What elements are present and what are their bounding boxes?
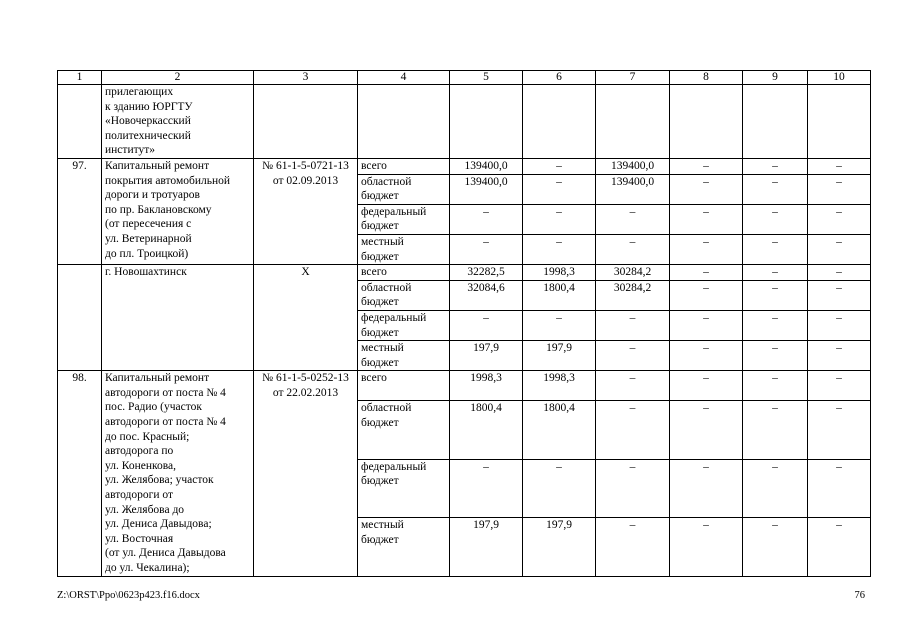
budget-table [57, 70, 871, 577]
name-line: политехнический [105, 129, 191, 142]
amount-cell: – [670, 280, 743, 310]
source-line: всего [361, 159, 387, 172]
amount-cell: – [743, 174, 808, 204]
amount-cell: 197,9 [450, 518, 523, 576]
name-line: к зданию ЮРГТУ [105, 100, 193, 113]
table-cell [523, 85, 596, 159]
table-cell [596, 85, 670, 159]
source-line: бюджет [361, 417, 399, 430]
amount-cell: 197,9 [450, 341, 523, 371]
amount-cell: 1800,4 [523, 401, 596, 459]
amount-cell: – [523, 204, 596, 234]
source-line: местный [361, 342, 404, 355]
table-cell [808, 85, 871, 159]
amount-cell: – [743, 280, 808, 310]
funding-source [358, 401, 450, 459]
name-line: ул. Восточная [105, 532, 174, 545]
amount-cell: – [670, 518, 743, 576]
amount-cell: 197,9 [523, 341, 596, 371]
source-line: бюджет [361, 326, 399, 339]
amount-cell: – [743, 158, 808, 174]
doc-line: от 22.02.2013 [272, 386, 339, 399]
name-line: по пр. Баклановскому [105, 203, 212, 216]
amount-cell: – [450, 204, 523, 234]
document-number [254, 371, 358, 576]
header-row [58, 71, 871, 85]
name-line: «Новочеркасский [105, 115, 191, 128]
amount-cell: – [596, 401, 670, 459]
name-line: (от ул. Дениса Давыдова [105, 547, 226, 560]
funding-source [358, 310, 450, 340]
row-number [58, 265, 102, 371]
amount-cell: – [808, 401, 871, 459]
amount-cell: 1998,3 [523, 371, 596, 401]
amount-cell: – [743, 234, 808, 264]
amount-cell: – [743, 204, 808, 234]
amount-cell: – [743, 459, 808, 517]
amount-cell: – [596, 341, 670, 371]
amount-cell: – [523, 174, 596, 204]
file-path: Z:\ORST\Ppo\0623p423.f16.docx [57, 590, 200, 601]
row-number: 98. [58, 371, 102, 576]
amount-cell: 30284,2 [596, 280, 670, 310]
amount-cell: – [523, 310, 596, 340]
amount-cell: – [596, 518, 670, 576]
table-cell [670, 85, 743, 159]
source-line: бюджет [361, 190, 399, 203]
name-line: до ул. Чекалина); [105, 562, 190, 574]
amount-cell: – [808, 341, 871, 371]
table-row [58, 265, 871, 281]
funding-source [358, 174, 450, 204]
name-line: автодорога по [105, 445, 174, 458]
amount-cell: – [808, 280, 871, 310]
amount-cell: 139400,0 [450, 174, 523, 204]
name-line: автодороги от поста № 4 [105, 386, 226, 399]
row-number [58, 85, 102, 159]
amount-cell: – [596, 234, 670, 264]
row-number: 97. [58, 158, 102, 264]
amount-cell: – [743, 518, 808, 576]
column-number: 7 [596, 71, 670, 85]
funding-source [358, 280, 450, 310]
object-name [102, 85, 254, 159]
amount-cell: – [450, 310, 523, 340]
funding-source [358, 459, 450, 517]
source-line: областной [361, 402, 412, 415]
source-line: федеральный [361, 460, 427, 473]
source-line: бюджет [361, 220, 399, 233]
amount-cell: – [523, 234, 596, 264]
amount-cell: – [670, 174, 743, 204]
amount-cell: 139400,0 [450, 158, 523, 174]
column-number: 1 [58, 71, 102, 85]
doc-line: от 02.09.2013 [272, 174, 339, 187]
source-line: местный [361, 235, 404, 248]
name-line: Капитальный ремонт [105, 159, 210, 172]
column-number: 2 [102, 71, 254, 85]
funding-source [358, 518, 450, 576]
name-line: институт» [105, 144, 155, 157]
source-line: федеральный [361, 205, 427, 218]
table-row [58, 371, 871, 401]
name-line: до пл. Троицкой) [105, 247, 189, 260]
source-line: областной [361, 175, 412, 188]
name-line: (от пересечения с [105, 218, 192, 231]
amount-cell: – [596, 371, 670, 401]
funding-source [358, 234, 450, 264]
name-line: ул. Ветеринарной [105, 232, 192, 245]
funding-source [358, 204, 450, 234]
column-number: 6 [523, 71, 596, 85]
amount-cell: – [743, 401, 808, 459]
amount-cell: – [670, 341, 743, 371]
source-line: всего [361, 266, 387, 279]
amount-cell: – [670, 459, 743, 517]
column-number: 4 [358, 71, 450, 85]
source-line: всего [361, 372, 387, 385]
amount-cell: – [808, 265, 871, 281]
name-line: автодороги от [105, 489, 174, 502]
column-number: 10 [808, 71, 871, 85]
source-line: местный [361, 519, 404, 532]
name-line: до пос. Красный; [105, 430, 190, 443]
amount-cell: 1800,4 [450, 401, 523, 459]
amount-cell: – [743, 310, 808, 340]
table-row [58, 85, 871, 159]
source-line: бюджет [361, 533, 399, 546]
table-cell [743, 85, 808, 159]
doc-line: № 61-1-5-0252-13 [262, 372, 349, 385]
table-row [58, 158, 871, 174]
name-line: ул. Желябова до [105, 503, 185, 516]
amount-cell: – [808, 518, 871, 576]
source-line: бюджет [361, 250, 399, 263]
amount-cell: 1998,3 [450, 371, 523, 401]
amount-cell: – [670, 158, 743, 174]
source-line: бюджет [361, 475, 399, 488]
amount-cell: 197,9 [523, 518, 596, 576]
name-line: прилегающих [105, 86, 174, 98]
amount-cell: – [596, 204, 670, 234]
amount-cell: – [743, 265, 808, 281]
amount-cell: 139400,0 [596, 158, 670, 174]
funding-source [358, 341, 450, 371]
amount-cell: – [808, 310, 871, 340]
amount-cell: – [670, 234, 743, 264]
name-line: ул. Желябова; участок [105, 474, 214, 487]
name-line: Капитальный ремонт [105, 372, 210, 385]
amount-cell: – [596, 459, 670, 517]
amount-cell: – [808, 158, 871, 174]
amount-cell: – [670, 310, 743, 340]
table-cell [450, 85, 523, 159]
amount-cell: – [743, 341, 808, 371]
source-line: областной [361, 281, 412, 294]
amount-cell: – [670, 401, 743, 459]
amount-cell: 30284,2 [596, 265, 670, 281]
document-number: Х [254, 265, 358, 371]
amount-cell: – [808, 204, 871, 234]
amount-cell: – [670, 371, 743, 401]
amount-cell: – [808, 234, 871, 264]
name-line: автодороги от поста № 4 [105, 416, 226, 429]
column-number: 3 [254, 71, 358, 85]
name-line: покрытия автомобильной [105, 174, 231, 187]
column-number: 8 [670, 71, 743, 85]
doc-line: № 61-1-5-0721-13 [262, 159, 349, 172]
object-name [102, 371, 254, 576]
funding-source [358, 265, 450, 281]
amount-cell: – [596, 310, 670, 340]
column-number: 5 [450, 71, 523, 85]
amount-cell: 1800,4 [523, 280, 596, 310]
source-line: бюджет [361, 356, 399, 369]
object-name: г. Новошахтинск [102, 265, 254, 371]
amount-cell: – [808, 459, 871, 517]
amount-cell: – [450, 234, 523, 264]
amount-cell: 139400,0 [596, 174, 670, 204]
document-number [254, 158, 358, 264]
source-line: федеральный [361, 311, 427, 324]
object-name [102, 158, 254, 264]
amount-cell: – [808, 174, 871, 204]
amount-cell: 32282,5 [450, 265, 523, 281]
amount-cell: 1998,3 [523, 265, 596, 281]
funding-source [358, 371, 450, 401]
amount-cell: – [523, 158, 596, 174]
name-line: ул. Коненкова, [105, 459, 177, 472]
amount-cell: – [670, 265, 743, 281]
amount-cell: – [670, 204, 743, 234]
name-line: пос. Радио (участок [105, 401, 202, 414]
table-cell [254, 85, 358, 159]
name-line: дороги и тротуаров [105, 189, 200, 202]
table-cell [358, 85, 450, 159]
source-line: бюджет [361, 296, 399, 309]
funding-source [358, 158, 450, 174]
column-number: 9 [743, 71, 808, 85]
amount-cell: – [450, 459, 523, 517]
name-line: ул. Дениса Давыдова; [105, 518, 212, 531]
amount-cell: – [523, 459, 596, 517]
amount-cell: 32084,6 [450, 280, 523, 310]
page-number: 76 [854, 590, 865, 601]
amount-cell: – [743, 371, 808, 401]
amount-cell: – [808, 371, 871, 401]
